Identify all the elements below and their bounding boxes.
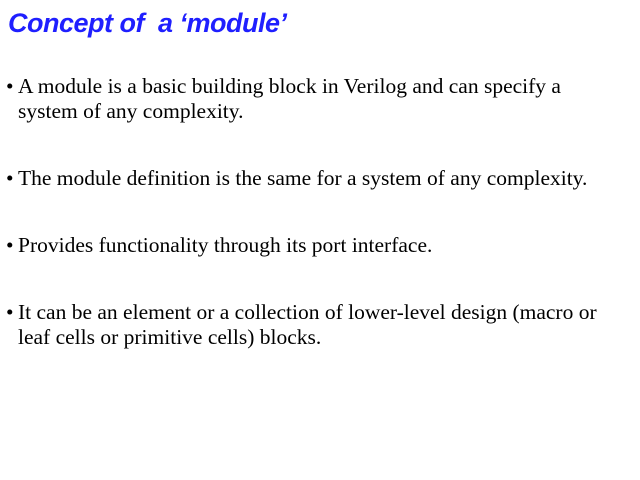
bullet-text: Provides functionality through its port interface. xyxy=(18,233,433,257)
slide-title: Concept of a ‘module’ xyxy=(8,8,287,38)
bullet-dot-icon: • xyxy=(6,166,14,190)
bullet-text: The module definition is the same for a system of any complexity. xyxy=(18,166,588,190)
list-item xyxy=(6,166,626,191)
bullet-dot-icon: • xyxy=(6,74,14,98)
bullet-text: A module is a basic building block in Verilog and can specify a system of any complexity. xyxy=(18,74,561,123)
list-item xyxy=(6,74,626,124)
bullet-text: It can be an element or a collection of lower-level design (macro or leaf cells or primitive cells) blocks. xyxy=(18,300,597,349)
list-item xyxy=(6,300,626,350)
bullet-dot-icon: • xyxy=(6,300,14,324)
list-item xyxy=(6,233,626,258)
bullet-dot-icon: • xyxy=(6,233,14,257)
bullet-list xyxy=(6,74,626,392)
